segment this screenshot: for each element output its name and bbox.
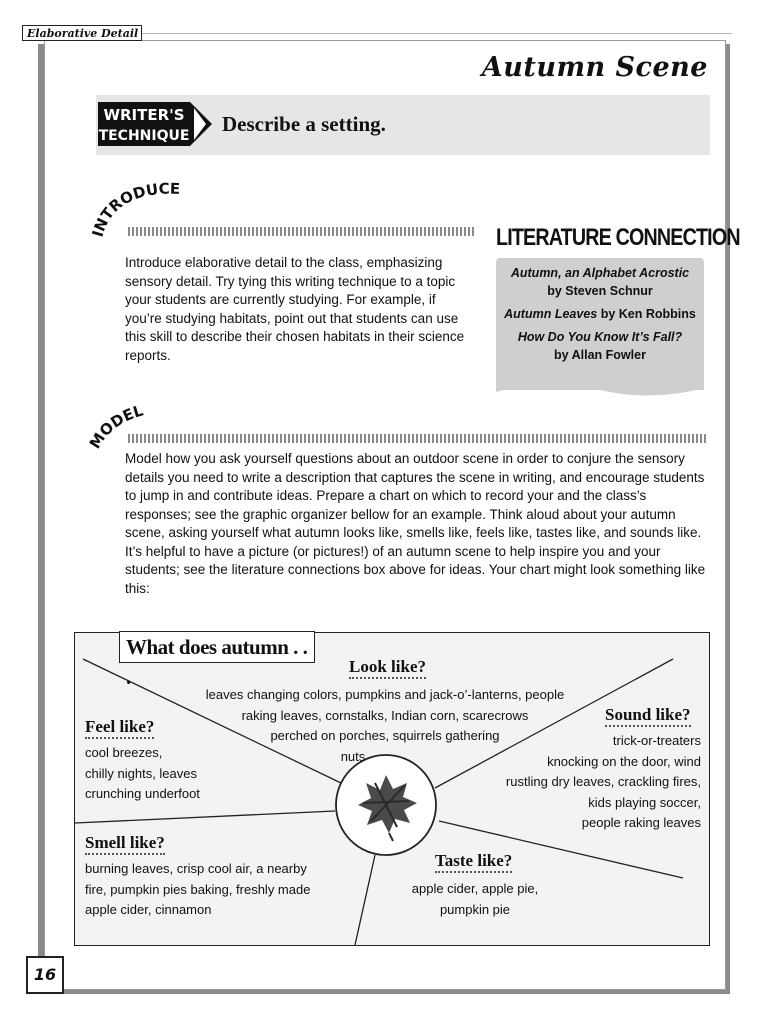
smell-line: fire, pumpkin pies baking, freshly made — [85, 881, 311, 897]
sound-heading: Sound like? — [605, 705, 691, 727]
book-item — [496, 264, 704, 300]
sound-line: trick-or-treaters — [612, 733, 701, 748]
smell-line: apple cider, cinnamon — [85, 902, 212, 917]
model-paragraph: Model how you ask yourself questions about an outdoor scene in order to conjure the sensory details you need to write a description that captures the scene in writing, and encourage students to jump in and contribute ideas. Prepare a chart on which to record your and the class’s responses; see the graphic organizer bellow for an example. Think aloud about your autumn scene, asking yourself what autumn looks like, smells like, feels like, tastes like, and sounds like. It’s helpful to have a picture (or pictures!) of an autumn scene to help inspire you and your students; see the literature connections box above for ideas. Your chart might look something like this: — [125, 451, 706, 596]
introduce-paragraph: Introduce elaborative detail to the class, emphasizing sensory detail. Try tying this writing technique to a topic your students are currently studying. For example, if you’re studying habitats, point out that students can use this skill to describe their chosen habitats in their science reports. — [125, 255, 465, 363]
feel-line: crunching underfoot — [85, 786, 200, 801]
organizer-title: What does autumn . . . — [119, 631, 315, 663]
literature-books — [496, 264, 704, 369]
look-line: perched on porches, squirrels gathering — [270, 728, 500, 743]
taste-text — [395, 879, 555, 920]
book-title: How Do You Know It’s Fall? — [517, 330, 683, 344]
book-author: by Allan Fowler — [554, 348, 646, 362]
graphic-organizer — [74, 632, 710, 946]
smell-heading: Smell like? — [85, 833, 165, 855]
sound-text — [465, 731, 701, 834]
feel-line: cool breezes, — [85, 745, 163, 760]
technique-text: Describe a setting. — [222, 112, 386, 136]
sound-line: people raking leaves — [581, 815, 701, 830]
feel-heading: Feel like? — [85, 717, 154, 739]
page-title: Autumn Scene — [481, 52, 708, 83]
literature-title: LITERATURE CONNECTION — [496, 224, 740, 251]
smell-line: burning leaves, crisp cool air, a nearby — [85, 861, 307, 876]
feel-text — [85, 743, 245, 805]
smell-text — [85, 859, 345, 921]
book-title: Autumn, an Alphabet Acrostic — [510, 266, 690, 280]
sound-line: rustling dry leaves, crackling fires, — [505, 774, 701, 789]
svg-text:MODEL — [86, 401, 146, 451]
section-tag: Elaborative Detail — [22, 25, 142, 41]
introduce-rule — [128, 227, 476, 236]
page-number: 16 — [26, 956, 64, 994]
look-heading: Look like? — [349, 657, 426, 679]
logo-line-2: TECHNIQUE — [98, 128, 190, 144]
book-title: Autumn Leaves — [504, 307, 598, 321]
sound-line: knocking on the door, wind — [547, 753, 701, 769]
feel-line: chilly nights, leaves — [85, 765, 197, 781]
logo-line-1: WRITER'S — [103, 106, 185, 124]
header-rule — [142, 33, 732, 34]
look-line: raking leaves, cornstalks, Indian corn, scarecrows — [241, 707, 529, 723]
taste-line: apple cider, apple pie, — [411, 881, 539, 896]
look-line: nuts — [340, 748, 366, 764]
book-author: by Ken Robbins — [597, 307, 696, 321]
book-item — [496, 305, 704, 323]
book-item — [496, 328, 704, 364]
introduce-label: INTRODUCE — [88, 180, 181, 240]
taste-line: pumpkin pie — [439, 901, 511, 917]
look-line: leaves changing colors, pumpkins and jack-o’-lanterns, people — [205, 687, 565, 702]
writers-technique-logo — [98, 100, 214, 148]
literature-box-wave — [496, 380, 704, 400]
sound-line: kids playing soccer, — [588, 794, 701, 810]
taste-heading: Taste like? — [435, 851, 512, 873]
model-label: MODEL — [85, 401, 146, 452]
model-rule — [128, 434, 706, 443]
model-heading — [84, 398, 194, 458]
book-author: by Steven Schnur — [547, 284, 653, 298]
